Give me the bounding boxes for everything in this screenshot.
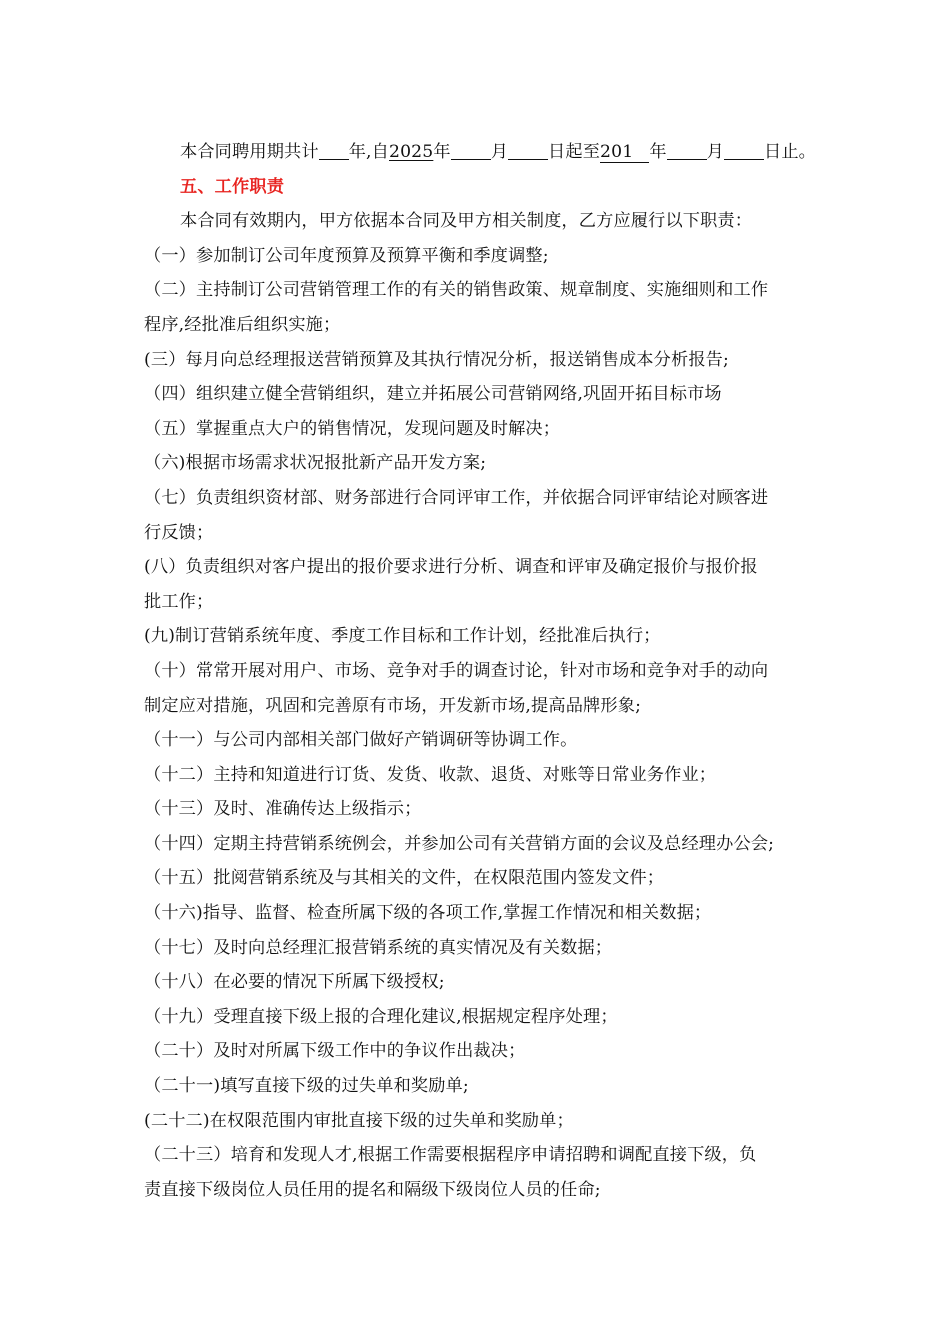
section-heading: 五、工作职责 — [180, 176, 285, 197]
duty-line: 制定应对措施，巩固和完善原有市场，开发新市场,提高品牌形象; — [144, 695, 642, 716]
start-month-blank[interactable] — [451, 140, 491, 160]
duty-line: （十九）受理直接下级上报的合理化建议,根据规定程序处理； — [144, 1006, 618, 1027]
end-year: 201 — [600, 143, 649, 163]
duty-line: （十三）及时、准确传达上级指示； — [144, 799, 422, 820]
term-text-8: 日止。 — [764, 142, 817, 162]
duty-line: 行反馈； — [144, 522, 214, 543]
term-years-blank[interactable] — [319, 140, 349, 160]
duty-line: （十七）及时向总经理汇报营销系统的真实情况及有关数据； — [144, 937, 613, 958]
term-text-5: 日起至 — [548, 142, 601, 162]
document-body — [144, 135, 844, 1207]
start-day-blank[interactable] — [508, 140, 548, 160]
duty-line: （二）主持制订公司营销管理工作的有关的销售政策、规章制度、实施细则和工作 — [144, 280, 769, 301]
term-text-6: 年 — [649, 142, 667, 162]
duty-line: (九)制订营销系统年度、季度工作目标和工作计划，经批准后执行； — [144, 626, 661, 647]
duty-list — [144, 239, 844, 1208]
duty-line: （四）组织建立健全营销组织，建立并拓展公司营销网络,巩固开拓目标市场 — [144, 384, 722, 405]
duty-line: (二十二)在权限范围内审批直接下级的过失单和奖励单； — [144, 1110, 574, 1131]
duty-line: 责直接下级岗位人员任用的提名和隔级下级岗位人员的任命; — [144, 1179, 601, 1200]
start-year: 2025 — [389, 142, 434, 162]
duty-line: （二十一)填写直接下级的过失单和奖励单; — [144, 1076, 469, 1097]
contract-term-line — [144, 135, 844, 170]
term-text-1: 本合同聘用期共计 — [180, 142, 319, 162]
duty-line: (三）每月向总经理报送营销预算及其执行情况分析，报送销售成本分析报告; — [144, 349, 729, 370]
end-day-blank[interactable] — [724, 140, 764, 160]
duty-line: （六)根据市场需求状况报批新产品开发方案; — [144, 453, 487, 474]
duty-line: （二十）及时对所属下级工作中的争议作出裁决； — [144, 1041, 526, 1062]
duty-line: （十一）与公司内部相关部门做好产销调研等协调工作。 — [144, 730, 578, 751]
duty-line: 程序,经批准后组织实施； — [144, 314, 341, 335]
duty-line: （七）负责组织资材部、财务部进行合同评审工作，并依据合同评审结论对顾客进 — [144, 487, 769, 508]
duty-line: (八）负责组织对客户提出的报价要求进行分析、调查和评审及确定报价与报价报 — [144, 557, 758, 578]
duty-line: （十八）在必要的情况下所属下级授权; — [144, 972, 445, 993]
duty-line: （十四）定期主持营销系统例会，并参加公司有关营销方面的会议及总经理办公会; — [144, 833, 775, 854]
duty-line: （五）掌握重点大户的销售情况，发现问题及时解决； — [144, 418, 561, 439]
duty-line: （二十三）培育和发现人才,根据工作需要根据程序申请招聘和调配直接下级，负 — [144, 1145, 757, 1166]
term-text-7: 月 — [706, 142, 724, 162]
duties-intro: 本合同有效期内，甲方依据本合同及甲方相关制度，乙方应履行以下职责： — [180, 211, 753, 232]
term-text-4: 月 — [490, 142, 509, 162]
term-text-3: 年 — [433, 142, 451, 162]
duty-line: 批工作； — [144, 591, 214, 612]
duty-line: （十）常常开展对用户、市场、竞争对手的调查讨论，针对市场和竞争对手的动向 — [144, 660, 769, 681]
duty-line: （一）参加制订公司年度预算及预算平衡和季度调整; — [144, 245, 549, 266]
duty-line: （十二）主持和知道进行订货、发货、收款、退货、对账等日常业务作业； — [144, 764, 717, 785]
duty-line: （十六)指导、监督、检查所属下级的各项工作,掌握工作情况和相关数据； — [144, 903, 712, 924]
term-text-2: 年,自 — [348, 142, 389, 162]
duty-line: （十五）批阅营销系统及与其相关的文件，在权限范围内签发文件； — [144, 868, 665, 889]
end-month-blank[interactable] — [667, 140, 707, 160]
